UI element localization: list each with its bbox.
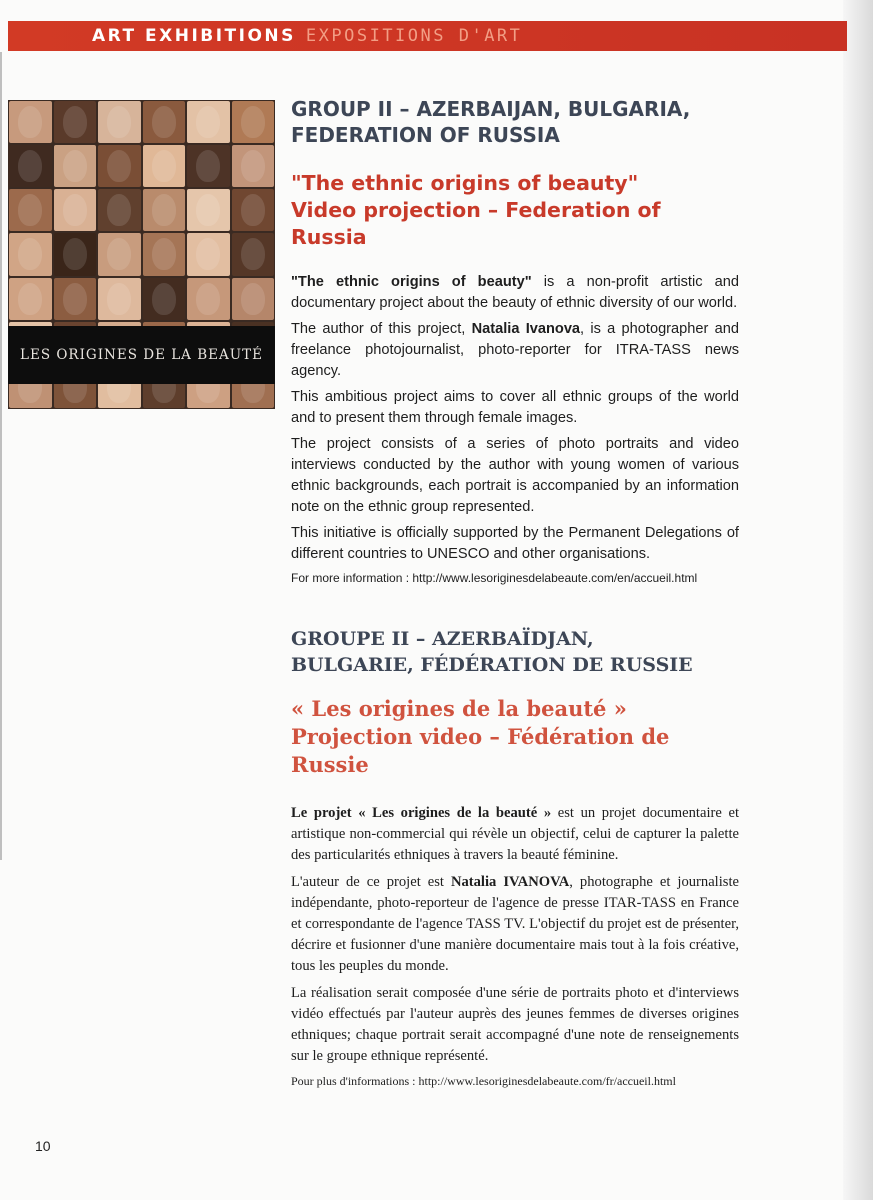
paragraph-en-3: This ambitious project aims to cover all ethnic groups of the world and to present them through female images. xyxy=(291,389,739,426)
header-title-fr: EXPOSITIONS D'ART xyxy=(305,26,523,46)
portrait-tile xyxy=(143,101,186,143)
exhibit-title-en-line2: Video projection – Federation of Russia xyxy=(291,198,661,249)
paragraph-fr-1: Le projet « Les origines de la beauté » est un projet documentaire et artistique non-commercial qui révèle un objectif, celui de capturer la palette des particularités ethniques à travers la beauté féminine. xyxy=(291,805,740,863)
portrait-tile xyxy=(9,189,52,231)
exhibit-title-fr xyxy=(291,695,739,779)
poster-image xyxy=(8,100,275,409)
portrait-tile xyxy=(54,101,97,143)
portrait-tile xyxy=(187,233,230,275)
group-heading-fr xyxy=(291,626,739,678)
exhibit-title-fr-line2: Projection video – Fédération de Russie xyxy=(291,724,670,777)
portrait-tile xyxy=(9,278,52,320)
portrait-tile xyxy=(98,145,141,187)
exhibit-title-en xyxy=(291,170,739,251)
paragraph-fr-3: La réalisation serait composée d'une série de portraits photo et d'interviews vidéo effectués par l'auteur auprès des jeunes femmes de diverses origines ethniques; chaque portrait serait accompagné d'une note de renseignements sur le groupe ethnique représenté. xyxy=(291,985,739,1064)
project-name-en: "The ethnic origins of beauty" xyxy=(291,274,532,290)
portrait-tile xyxy=(98,278,141,320)
author-name-fr: Natalia IVANOVA xyxy=(450,874,570,890)
exhibit-title-fr-line1: « Les origines de la beauté » xyxy=(291,696,627,721)
info-link-en[interactable]: For more information : http://www.lesoriginesdelabeaute.com/en/accueil.html xyxy=(291,571,698,585)
portrait-tile xyxy=(9,233,52,275)
group-heading-fr-line2: BULGARIE, FÉDÉRATION DE RUSSIE xyxy=(291,654,693,676)
paragraph-en-5: This initiative is officially supported by the Permanent Delegations of different countries to UNESCO and other organisations. xyxy=(291,525,739,562)
portrait-tile xyxy=(54,278,97,320)
paragraph-en-4: The project consists of a series of photo portraits and video interviews conducted by the author with young women of various ethnic backgrounds, each portrait is accompanied by an information note on the ethnic group represented. xyxy=(291,436,739,515)
portrait-tile xyxy=(9,145,52,187)
exhibit-title-en-line1: "The ethnic origins of beauty" xyxy=(291,171,639,195)
portrait-tile xyxy=(232,189,275,231)
page-gutter-shadow xyxy=(843,0,873,1200)
portrait-tile xyxy=(98,189,141,231)
paragraph-fr-2: L'auteur de ce projet est Natalia IVANOVA, photographe et journaliste indépendante, photo-reporteur de l'agence de presse ITAR-TASS en France et correspondante de l'agence TASS TV. L'objectif du projet est de présenter, décrire et fusionner d'une manière documentaire mais tout à la fois créative, tous les peuples du monde. xyxy=(291,874,739,974)
portrait-tile xyxy=(54,189,97,231)
portrait-tile xyxy=(143,189,186,231)
portrait-tile xyxy=(143,278,186,320)
portrait-tile xyxy=(54,233,97,275)
portrait-tile xyxy=(98,101,141,143)
portrait-tile xyxy=(98,233,141,275)
group-heading-en-line1: GROUP II – AZERBAIJAN, BULGARIA, xyxy=(291,97,691,121)
portrait-tile xyxy=(187,101,230,143)
group-heading-fr-line1: GROUPE II – AZERBAÏDJAN, xyxy=(291,628,594,650)
section-header-banner xyxy=(8,21,847,51)
portrait-tile xyxy=(232,101,275,143)
page-number: 10 xyxy=(35,1138,51,1154)
paragraph-en-1: "The ethnic origins of beauty" is a non-profit artistic and documentary project about the beauty of ethnic diversity of our world. xyxy=(291,274,739,311)
french-section xyxy=(291,626,739,1089)
french-body xyxy=(291,803,739,1067)
english-body xyxy=(291,272,739,565)
portrait-tile xyxy=(187,278,230,320)
portrait-tile xyxy=(187,189,230,231)
poster-caption: LES ORIGINES DE LA BEAUTÉ xyxy=(8,326,275,384)
portrait-tile xyxy=(232,145,275,187)
portrait-tile xyxy=(143,145,186,187)
portrait-tile xyxy=(143,233,186,275)
group-heading-en xyxy=(291,96,739,148)
english-section xyxy=(291,96,739,586)
portrait-tile xyxy=(9,101,52,143)
portrait-tile xyxy=(232,278,275,320)
project-name-fr: Le projet « Les origines de la beauté » xyxy=(291,805,552,821)
portrait-tile xyxy=(232,233,275,275)
info-link-fr[interactable]: Pour plus d'informations : http://www.lesoriginesdelabeaute.com/fr/accueil.html xyxy=(291,1074,676,1088)
author-name-en: Natalia Ivanova xyxy=(471,321,581,337)
group-heading-en-line2: FEDERATION OF RUSSIA xyxy=(291,123,560,147)
portrait-tile xyxy=(54,145,97,187)
portrait-tile xyxy=(187,145,230,187)
header-title-en: ART EXHIBITIONS xyxy=(92,26,296,46)
paragraph-en-2: The author of this project, Natalia Ivanova, is a photographer and freelance photojournalist, photo-reporter for ITRA-TASS news agency. xyxy=(291,321,739,379)
margin-rule xyxy=(0,52,2,860)
